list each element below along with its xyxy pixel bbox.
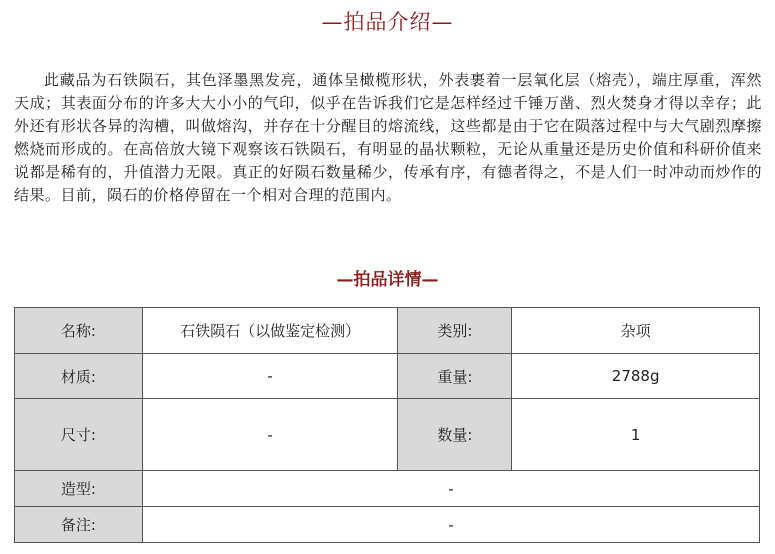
shape-value: - <box>142 471 759 507</box>
section-title-details: —拍品详情— <box>336 270 439 290</box>
table-row-shape <box>15 471 760 507</box>
table-row-size <box>15 399 760 471</box>
quantity-value: 1 <box>512 399 760 471</box>
category-value: 杂项 <box>512 308 760 354</box>
note-value: - <box>142 507 759 543</box>
table-row-name <box>15 308 760 354</box>
size-value: - <box>142 399 398 471</box>
category-label: 类别: <box>398 308 512 354</box>
material-label: 材质: <box>15 354 143 399</box>
size-label: 尺寸: <box>15 399 143 471</box>
table-row-material <box>15 354 760 399</box>
details-table <box>14 307 760 543</box>
quantity-label: 数量: <box>398 399 512 471</box>
weight-label: 重量: <box>398 354 512 399</box>
name-value: 石铁陨石（以做鉴定检测） <box>142 308 398 354</box>
note-label: 备注: <box>15 507 143 543</box>
material-value: - <box>142 354 398 399</box>
weight-value: 2788g <box>512 354 760 399</box>
intro-paragraph: 此藏品为石铁陨石，其色泽墨黑发亮，通体呈橄榄形状，外表裹着一层氧化层（熔壳），端庄厚重，浑然天成；其表面分布的许多大大小小的气印，似乎在告诉我们它是怎样经过千锤万凿、烈火焚身才得以幸存；此外还有形状各异的沟槽，叫做熔沟，并存在十分醒目的熔流线，这些都是由于它在陨落过程中与大气剧烈摩擦燃烧而形成的。在高倍放大镜下观察该石铁陨石，有明显的晶状颗粒，无论从重量还是历史价值和科研价值来说都是稀有的，升值潜力无限。真正的好陨石数量稀少，传承有序，有德者得之，不是人们一时冲动而炒作的结果。目前，陨石的价格停留在一个相对合理的范围内。 <box>14 71 762 204</box>
section-title-intro: —拍品介绍— <box>321 10 454 34</box>
table-row-note <box>15 507 760 543</box>
name-label: 名称: <box>15 308 143 354</box>
shape-label: 造型: <box>15 471 143 507</box>
